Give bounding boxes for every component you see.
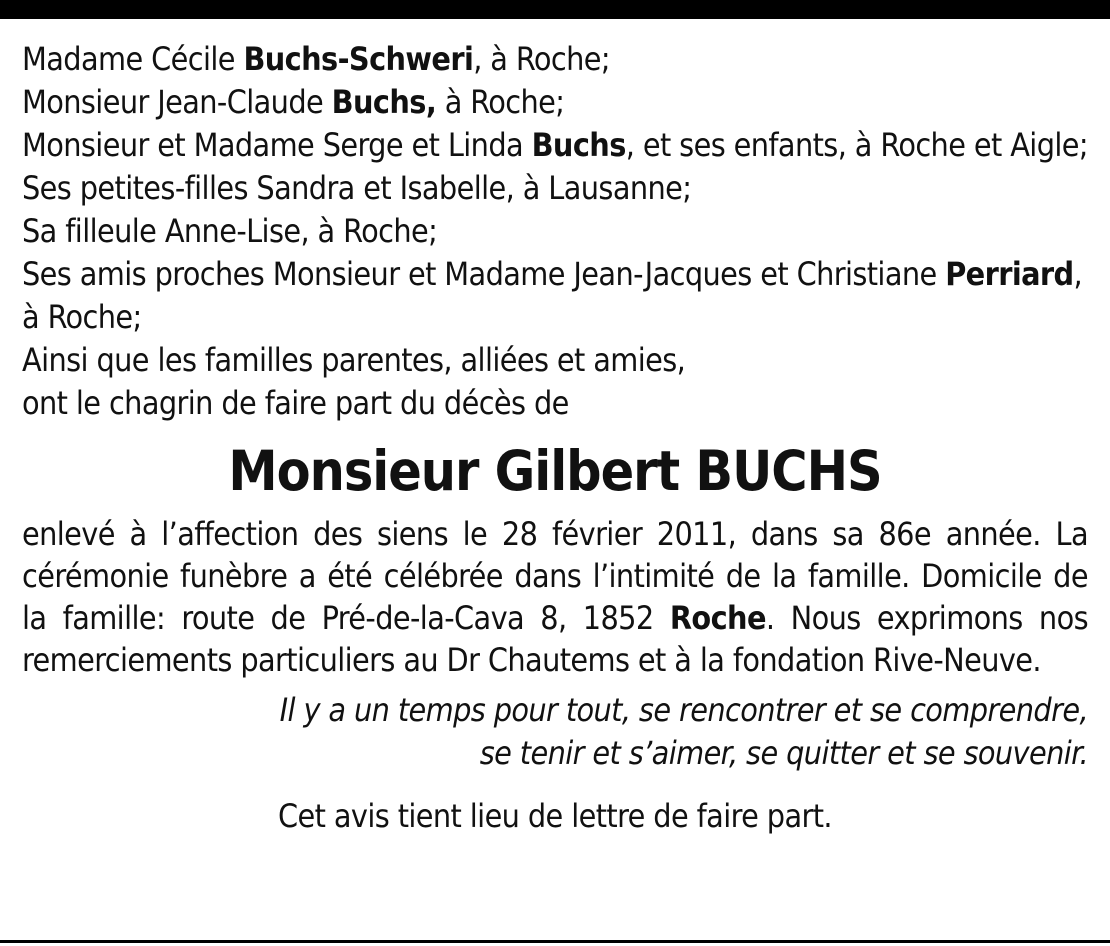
family-name-bold: Buchs <box>531 126 626 164</box>
family-line-5: Sa filleule Anne-Lise, à Roche; <box>22 212 438 250</box>
closing-note: Cet avis tient lieu de lettre de faire part. <box>278 797 832 835</box>
bottom-border <box>0 940 1110 943</box>
family-name-bold: Perriard <box>945 255 1074 293</box>
obituary-notice <box>22 38 1088 838</box>
quote <box>22 689 1088 775</box>
family-line-3: Monsieur et Madame Serge et Linda Buchs, et ses enfants, à Roche et Aigle; <box>22 126 1089 164</box>
family-line-4: Ses petites-filles Sandra et Isabelle, à Lausanne; <box>22 169 692 207</box>
family-line-1: Madame Cécile Buchs-Schweri, à Roche; <box>22 40 610 78</box>
family-name-bold: Buchs-Schweri <box>243 40 474 78</box>
place-bold: Roche <box>669 599 766 637</box>
family-name-bold: Buchs, <box>331 83 437 121</box>
family-line-2: Monsieur Jean-Claude Buchs, à Roche; <box>22 83 565 121</box>
family-line-7: Ainsi que les familles parentes, alliées et amies, <box>22 341 686 379</box>
family-list <box>22 38 1088 425</box>
obituary-details: enlevé à l’affection des siens le 28 février 2011, dans sa 86e année. La cérémonie funèbre a été célébrée dans l’intimité de la famille. Domicile de la famille: route de Pré-de-la-Cava 8, 1852 Roche. Nous exprimons nos remerciements particuliers au Dr Chautems et à la fondation Rive-Neuve. <box>22 515 1088 679</box>
top-border <box>0 0 1110 19</box>
family-line-8: ont le chagrin de faire part du décès de <box>22 384 569 422</box>
deceased-name: Monsieur Gilbert BUCHS <box>228 439 882 503</box>
family-line-6: Ses amis proches Monsieur et Madame Jean-Jacques et Christiane Perriard, à Roche; <box>22 255 1083 336</box>
quote-line-2: se tenir et s’aimer, se quitter et se souvenir. <box>479 734 1088 772</box>
quote-line-1: Il y a un temps pour tout, se rencontrer et se comprendre, <box>279 691 1088 729</box>
